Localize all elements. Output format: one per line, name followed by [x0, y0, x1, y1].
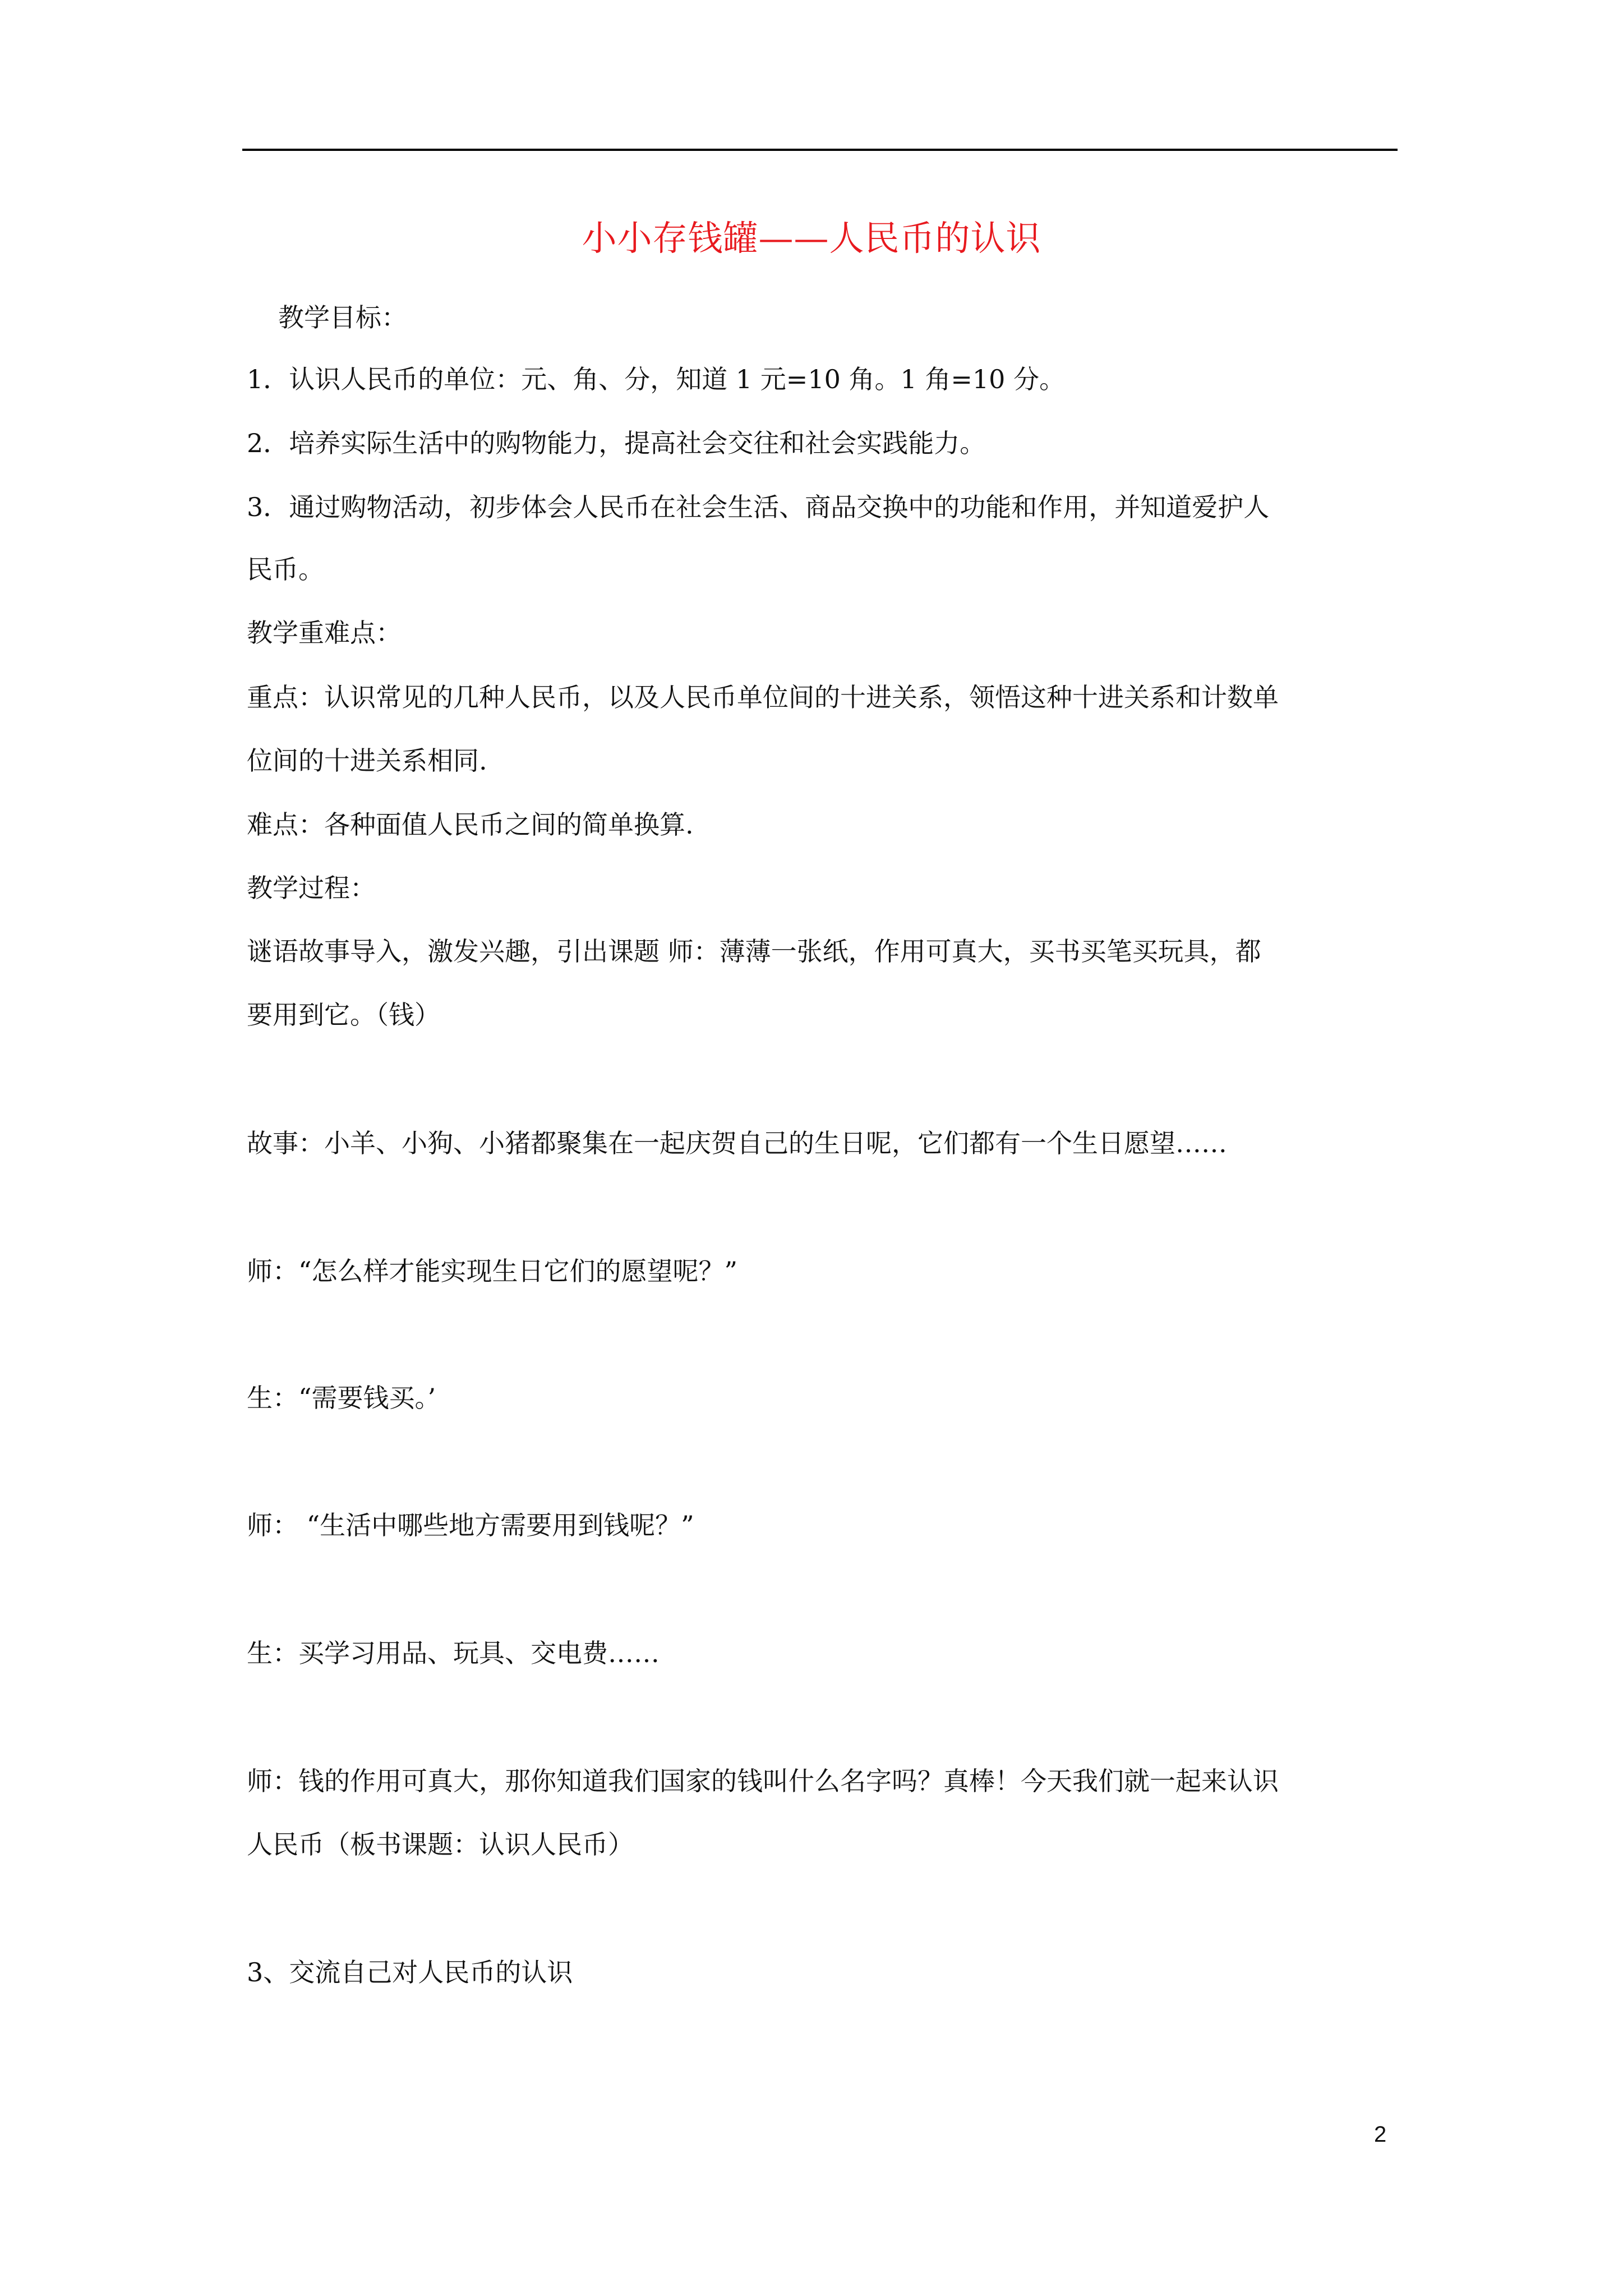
riddle-line-2: 要用到它。（钱） — [247, 1000, 440, 1030]
objective-2: 2．培养实际生活中的购物能力，提高社会交往和社会实践能力。 — [247, 428, 986, 458]
objective-3-line-1: 3．通过购物活动，初步体会人民币在社会生活、商品交换中的功能和作用，并知道爱护人 — [247, 492, 1270, 522]
key-point-line-1: 重点：认识常见的几种人民币，以及人民币单位间的十进关系，领悟这种十进关系和计数单 — [247, 682, 1279, 712]
teacher-line-2: 师： “生活中哪些地方需要用到钱呢？” — [247, 1510, 694, 1540]
riddle-line-1: 谜语故事导入，激发兴趣，引出课题 师：薄薄一张纸，作用可真大，买书买笔买玩具，都 — [247, 936, 1261, 967]
objective-1: 1．认识人民币的单位：元、角、分，知道 1 元=10 角。1 角=10 分。 — [247, 364, 1066, 394]
teacher-line-3a: 师：钱的作用可真大，那你知道我们国家的钱叫什么名字吗？真棒！今天我们就一起来认识 — [247, 1766, 1279, 1796]
difficult-point: 难点：各种面值人民币之间的简单换算. — [247, 809, 694, 840]
exchange-line: 3、交流自己对人民币的认识 — [247, 1957, 573, 1987]
student-line-1: 生：“需要钱买。’ — [247, 1383, 436, 1413]
objective-3-line-2: 民币。 — [247, 554, 324, 585]
key-difficult-heading: 教学重难点： — [247, 618, 402, 648]
student-line-2: 生：买学习用品、玩具、交电费…… — [247, 1638, 660, 1668]
teacher-line-1: 师：“怎么样才能实现生日它们的愿望呢？” — [247, 1256, 738, 1286]
document-title: 小小存钱罐——人民币的认识 — [582, 218, 1041, 259]
story-line: 故事：小羊、小狗、小猪都聚集在一起庆贺自己的生日呢，它们都有一个生日愿望…… — [247, 1128, 1227, 1158]
teacher-line-3b: 人民币（板书课题：认识人民币） — [247, 1829, 634, 1860]
header-rule — [242, 149, 1398, 151]
process-heading: 教学过程： — [247, 873, 376, 903]
objectives-heading: 教学目标： — [278, 302, 407, 333]
page-number: 2 — [1374, 2122, 1387, 2147]
key-point-line-2: 位间的十进关系相同. — [247, 746, 487, 776]
